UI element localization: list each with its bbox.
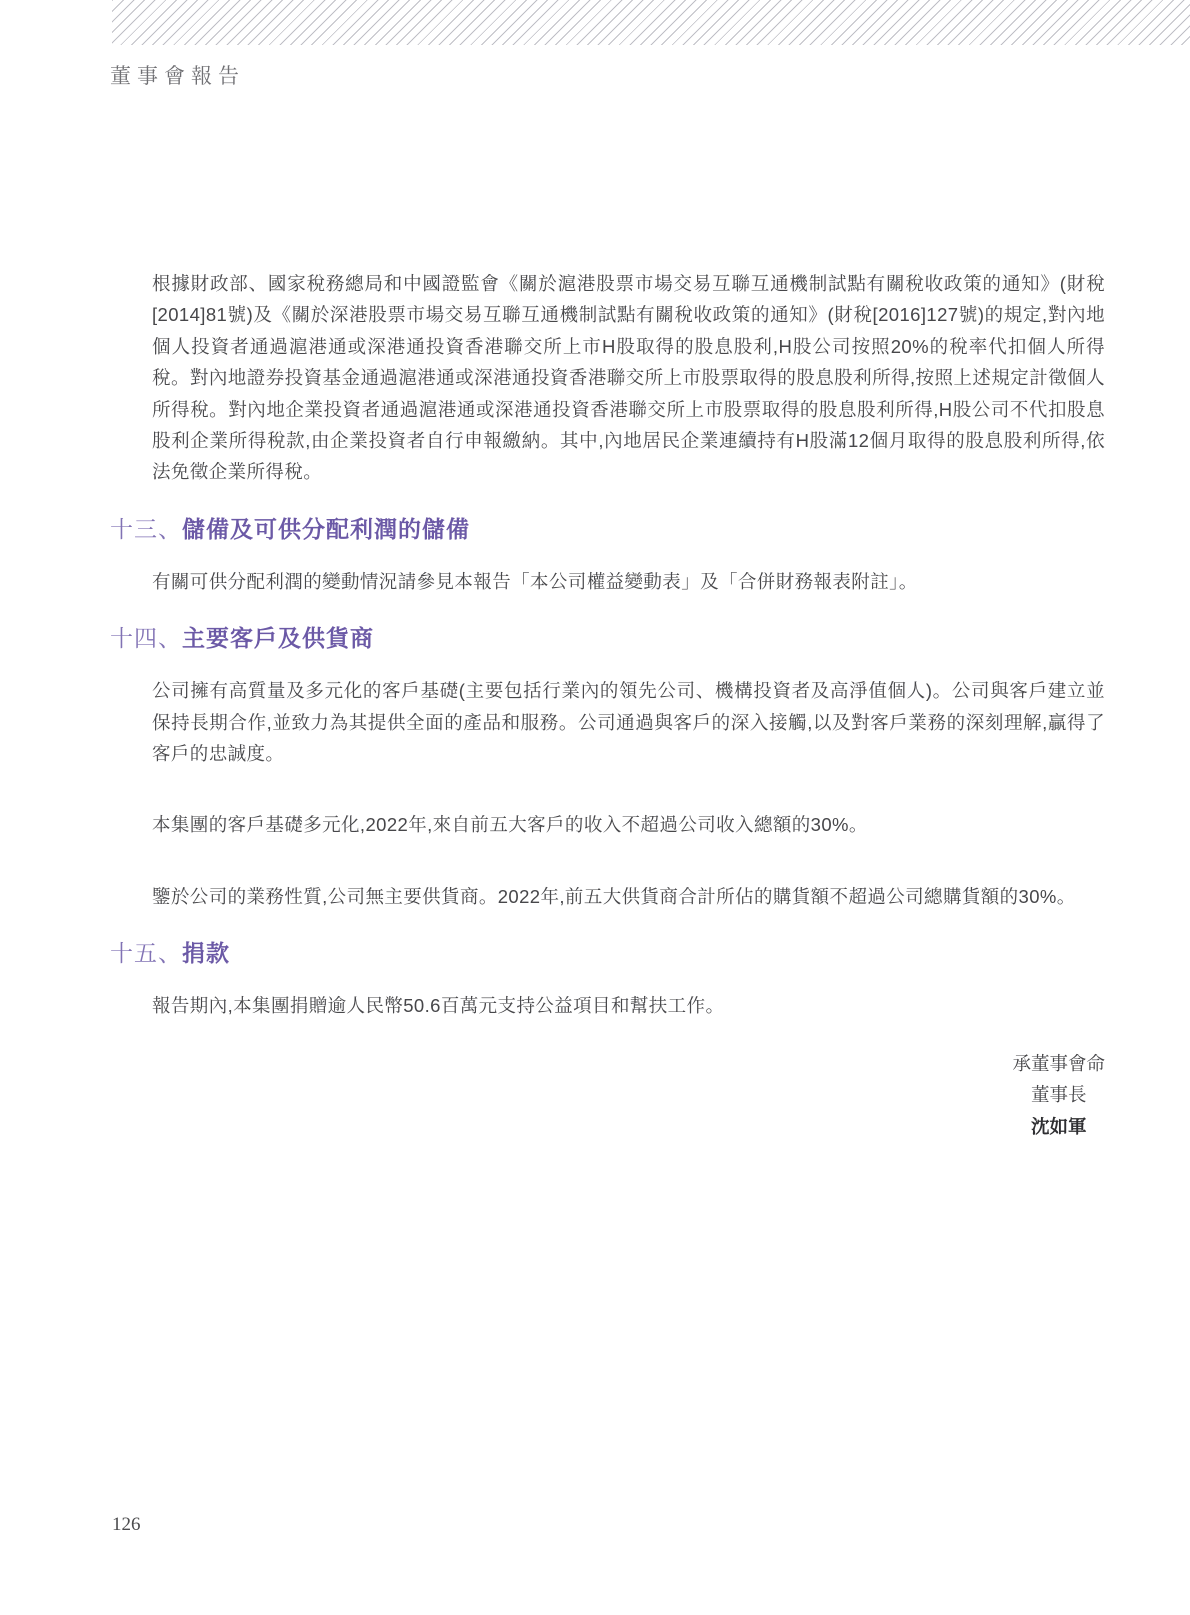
signature-block xyxy=(1012,1048,1105,1143)
section-13-paragraph: 有關可供分配利潤的變動情況請參見本報告「本公司權益變動表」及「合併財務報表附註」。 xyxy=(152,570,918,592)
section-15-paragraph: 報告期內,本集團捐贈逾人民幣50.6百萬元支持公益項目和幫扶工作。 xyxy=(152,995,725,1017)
section-14-paragraph-2: 本集團的客戶基礎多元化,2022年,來自前五大客戶的收入不超過公司收入總額的30%。 xyxy=(152,814,868,836)
section-14-paragraph-1: 公司擁有高質量及多元化的客戶基礎(主要包括行業內的領先公司、機構投資者及高淨值個人)。公司與客戶建立並保持長期合作,並致力為其提供全面的產品和服務。公司通過與客戶的深入接觸,以及對客戶業務的深刻理解,贏得了客戶的忠誠度。 xyxy=(152,680,1105,765)
content-column xyxy=(110,268,1105,1142)
section-number: 十五、 xyxy=(110,940,182,967)
page-title: 董事會報告 xyxy=(110,64,245,88)
section-title: 捐款 xyxy=(182,940,230,967)
section-heading-15 xyxy=(110,938,1105,968)
section-number: 十三、 xyxy=(110,515,182,542)
signature-by-order: 承董事會命 xyxy=(1012,1052,1105,1074)
section-heading-14 xyxy=(110,623,1105,653)
intro-paragraph: 根據財政部、國家稅務總局和中國證監會《關於滬港股票市場交易互聯互通機制試點有關稅收政策的通知》(財稅[2014]81號)及《關於深港股票市場交易互聯互通機制試點有關稅收政策的通知》(財稅[2016]127號)的規定,對內地個人投資者通過滬港通或深港通投資香港聯交所上市H股取得的股息股利,H股公司按照20%的稅率代扣個人所得稅。對內地證券投資基金通過滬港通或深港通投資香港聯交所上市股票取得的股息股利所得,按照上述規定計徵個人所得稅。對內地企業投資者通過滬港通或深港通投資香港聯交所上市股票取得的股息股利所得,H股公司不代扣股息股利企業所得稅款,由企業投資者自行申報繳納。其中,內地居民企業連續持有H股滿12個月取得的股息股利所得,依法免徵企業所得稅。 xyxy=(152,273,1105,483)
page-number: 126 xyxy=(112,1514,141,1535)
section-14-paragraph-3: 鑒於公司的業務性質,公司無主要供貨商。2022年,前五大供貨商合計所佔的購貨額不超過公司總購貨額的30%。 xyxy=(152,885,1076,907)
signature-name: 沈如軍 xyxy=(1030,1115,1087,1137)
section-title: 儲備及可供分配利潤的儲備 xyxy=(182,515,470,542)
decorative-hatch-band xyxy=(112,0,1190,45)
section-title: 主要客戶及供貨商 xyxy=(182,625,374,652)
section-heading-13 xyxy=(110,514,1105,544)
signature-position: 董事長 xyxy=(1030,1084,1087,1106)
section-number: 十四、 xyxy=(110,625,182,652)
